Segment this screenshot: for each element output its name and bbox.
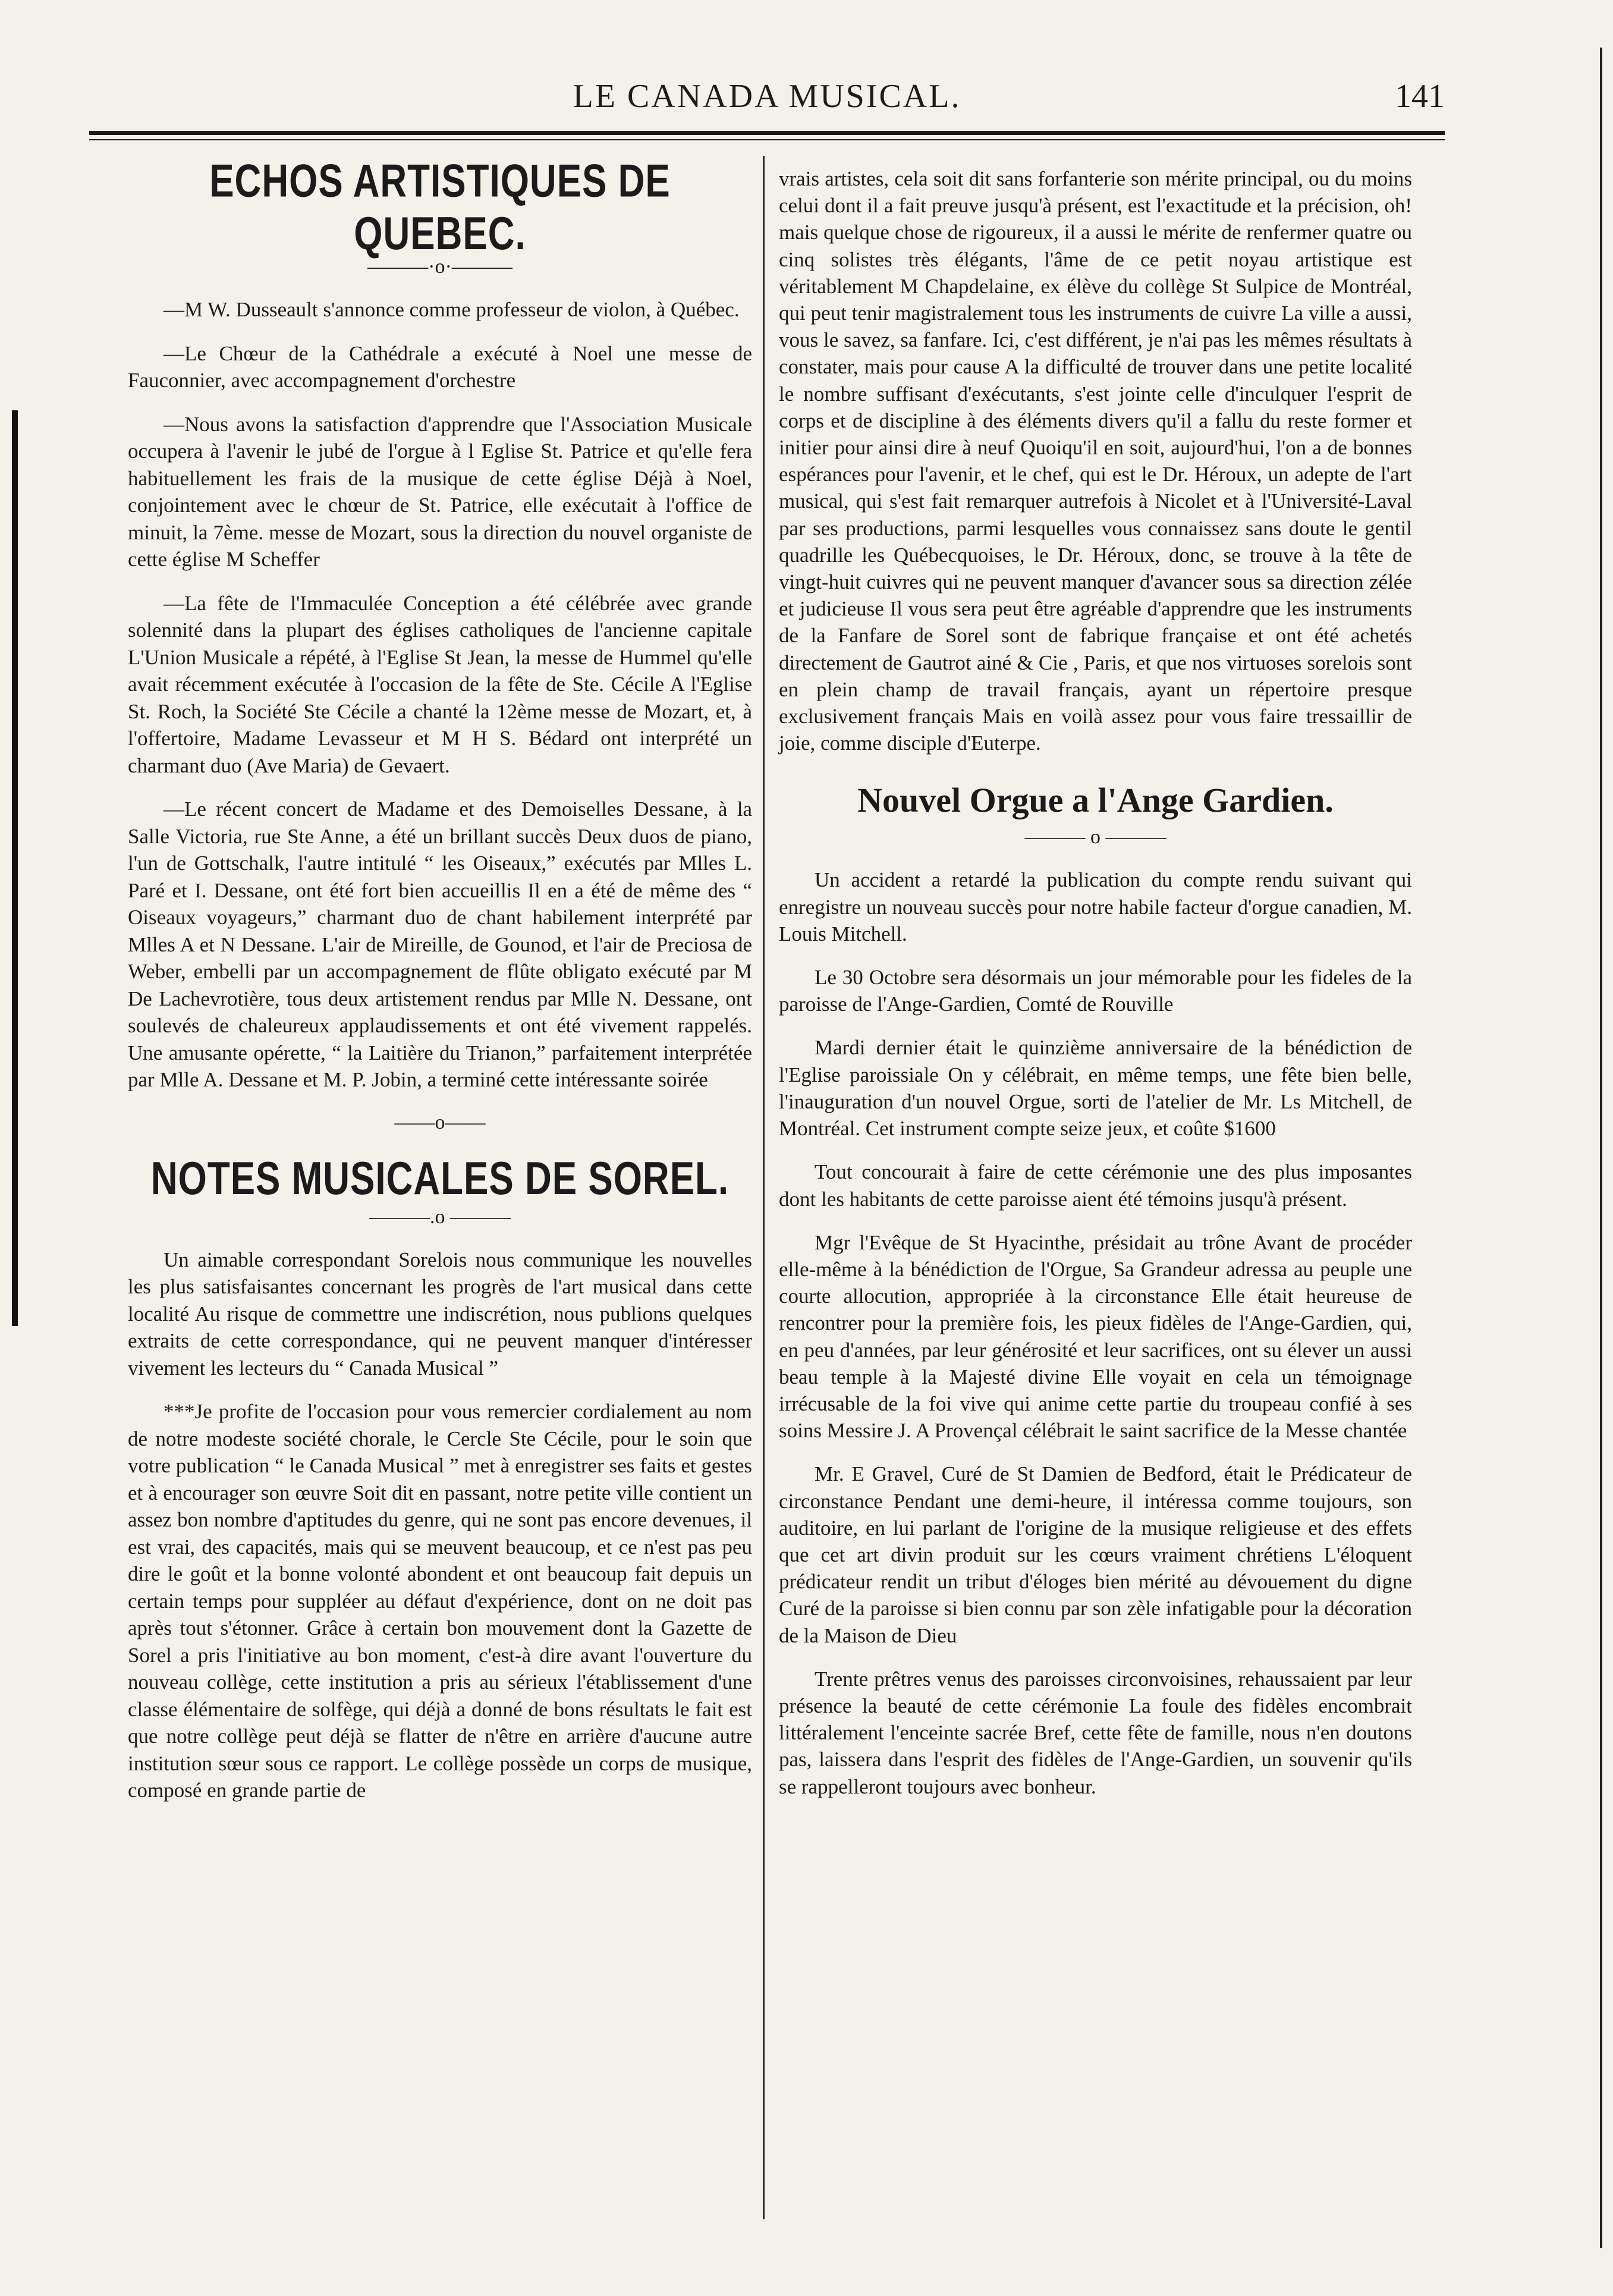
- section-heading-quebec: ECHOS ARTISTIQUES DE QUEBEC.: [209, 155, 671, 260]
- header-rule-thick: [89, 131, 1445, 135]
- page-number: 141: [1395, 78, 1445, 115]
- edge-scan-mark: [1600, 48, 1602, 2248]
- paragraph: Un accident a retardé la publication du compte rendu suivant qui enregistre un nouveau succès pour notre habile facteur d'orgue canadien, M. Louis Mitchell.: [779, 868, 1412, 946]
- ornament: ———·o·———: [367, 256, 512, 278]
- paragraph: —Nous avons la satisfaction d'apprendre que l'Association Musicale occupera à l'avenir le jubé de l'orgue à l Eglise St. Patrice et qu'elle fera habituellement les frais de la musique de cette église Déjà à Noel, conjointement avec le chœur de St. Patrice, elle exécutait à l'office de minuit, la 7ème. messe de Mozart, sous la direction du nouvel organiste de cette église M Scheffer: [128, 412, 752, 571]
- paragraph: —La fête de l'Immaculée Conception a été célébrée avec grande solennité dans la plupart des églises catholiques de l'ancienne capitale L'Union Musicale a répété, à l'Eglise St Jean, la messe de Hummel qu'elle avait récemment exécutée à l'occasion de la fête de Ste. Cécile A l'Eglise St. Roch, la Société Ste Cécile a chanté la 12ème messe de Mozart, et, à l'offertoire, Madame Levasseur et M H S. Bédard ont interprété un charmant duo (Ave Maria) de Gevaert.: [128, 591, 752, 777]
- margin-scan-mark: [12, 410, 18, 1326]
- paragraph: —M W. Dusseault s'annonce comme professeur de violon, à Québec.: [163, 298, 740, 321]
- column-divider: [763, 156, 765, 2219]
- paragraph: Mgr l'Evêque de St Hyacinthe, présidait au trône Avant de procéder elle-même à la bénédiction de l'Orgue, Sa Grandeur adressa au peuple une courte allocution, appropriée à la circonstance Elle était heureuse de rencontrer pour la première fois, les pieux fidèles de l'Ange-Gardien, qui, en peu d'années, par leur générosité et leur sacrifices, ont su élever un aussi beau temple à la Majesté divine Elle voyait en cela un témoignage irrécusable de la foi vive qui anime cette partie du troupeau confié à ses soins Messire J. A Provençal célébrait le saint sacrifice de la Messe chantée: [779, 1230, 1412, 1443]
- section-separator: ——o——: [394, 1111, 486, 1133]
- paragraph: Un aimable correspondant Sorelois nous communique les nouvelles les plus satisfaisantes concernant les progrès de l'art musical dans cette localité Au risque de commettre une indiscrétion, nous publions quelques extraits de cette correspondance, qui ne peuvent manquer d'intéresser vivement les lecteurs du “ Canada Musical ”: [128, 1248, 752, 1380]
- running-header: [89, 77, 1445, 125]
- ornament: ———.o ———: [369, 1205, 511, 1228]
- continued-paragraph: vrais artistes, cela soit dit sans forfanterie son mérite principal, ou du moins celui dont il a fait preuve jusqu'à présent, est l'exactitude et la précision, oh! mais quelque chose de rigoureux, il a aussi le mérite de renfermer quatre ou cinq solistes très élégants, l'âme de ce petit noyau artistique est véritablement M Chapdelaine, ex élève du collège St Sulpice de Montréal, qui peut tenir magistralement tous les instruments de cuivre La ville a aussi, vous le savez, sa fanfare. Ici, c'est différent, je n'ai pas les mêmes résultats à constater, mais pour cause A la difficulté de trouver dans une petite localité le nombre suffisant d'exécutants, s'est jointe celle d'inculquer l'esprit de corps et de discipline à des éléments divers qu'il a fallu du reste former et initier pour ainsi dire à neuf Quoiqu'il en soit, aujourd'hui, l'on a de bonnes espérances pour l'avenir, et le chef, qui est le Dr. Héroux, un adepte de l'art musical, qui s'est fait remarquer autrefois à Nicolet et à l'Université-Laval par ses productions, parmi lesquelles vous connaissez sans doute le gentil quadrille les Québecquoises, le Dr. Héroux, donc, se trouve à la tête de vingt-huit cuivres qui ne peuvent manquer d'avancer sous sa direction zélée et judicieuse Il vous sera peut être agréable d'apprendre que les instruments de la Fanfare de Sorel sont de fabrique française et ont été achetés directement de Gautrot ainé & Cie , Paris, et que nos virtuoses sorelois sont en plein champ de travail français, ayant un répertoire presque exclusivement français Mais en voilà assez pour vous faire tressaillir de joie, comme disciple d'Euterpe.: [779, 167, 1412, 755]
- paragraph: Mardi dernier était le quinzième anniversaire de la bénédiction de l'Eglise paroissiale On y célébrait, en même temps, une fête bien belle, l'inauguration d'un nouvel Orgue, sorti de l'atelier de Mr. Ls Mitchell, de Montréal. Cet instrument compte seize jeux, et coûte $1600: [779, 1036, 1412, 1141]
- paragraph: Trente prêtres venus des paroisses circonvoisines, rehaussaient par leur présence la beauté de cette cérémonie La foule des fidèles encombrait littéralement l'enceinte sacrée Bref, cette fête de famille, nous n'en doutons pas, laissera dans l'esprit des fidèles de l'Ange-Gardien, un souvenir qu'ils se rappelleront toujours avec bonheur.: [779, 1667, 1412, 1798]
- paragraph: —Le récent concert de Madame et des Demoiselles Dessane, à la Salle Victoria, rue Ste Anne, a été un brillant succès Deux duos de piano, l'un de Gottschalk, l'autre intitulé “ les Oiseaux,” exécutés par Mlles L. Paré et I. Dessane, ont été fort bien accueillis Il en a été de même des “ Oiseaux voyageurs,” charmant duo de chant habilement interprété par Mlles A et N Dessane. L'air de Mireille, de Gounod, et l'air de Preciosa de Weber, embelli par un accompagnement de flûte obligato exécuté par M De Lachevrotière, tous deux artistement rendus par Mlle N. Dessane, ont soulevés de chaleureux applaudissements et ont été vivement rappelés. Une amusante opérette, “ la Laitière du Trianon,” parfaitement interprétée par Mlle A. Dessane et M. P. Jobin, a terminé cette intéressante soirée: [128, 797, 752, 1091]
- paragraph: Le 30 Octobre sera désormais un jour mémorable pour les fideles de la paroisse de l'Ange-Gardien, Comté de Rouville: [779, 966, 1412, 1016]
- header-rule-thin: [89, 139, 1445, 140]
- left-column: [128, 153, 752, 1821]
- paragraph: Mr. E Gravel, Curé de St Damien de Bedford, était le Prédicateur de circonstance Pendant une demi-heure, il intéressa comme toujours, son auditoire, en lui parlant de l'origine de la musique religieuse et des effets que cet art divin produit sur les cœurs vraiment chrétiens L'éloquent prédicateur rendit un tribut d'éloges bien mérité au dévouement du digne Curé de la paroisse si bien connu par son zèle infatigable pour la décoration de la Maison de Dieu: [779, 1462, 1412, 1647]
- right-column: [779, 153, 1412, 1817]
- paragraph: —Le Chœur de la Cathédrale a exécuté à Noel une messe de Fauconnier, avec accompagnement d'orchestre: [128, 341, 752, 392]
- section-heading-sorel: NOTES MUSICALES DE SOREL.: [150, 1152, 730, 1205]
- section-heading-ange-gardien: Nouvel Orgue a l'Ange Gardien.: [857, 781, 1334, 820]
- paragraph: Tout concourait à faire de cette cérémonie une des plus imposantes dont les habitants de cette paroisse aient été témoins jusqu'à présent.: [779, 1160, 1412, 1211]
- paragraph: ***Je profite de l'occasion pour vous remercier cordialement au nom de notre modeste société chorale, le Cercle Ste Cécile, pour le soin que votre publication “ le Canada Musical ” met à enregistrer ses faits et gestes et à encourager son œuvre Soit dit en passant, notre petite ville contient un assez bon nombre d'aptitudes du genre, qui ne sont pas encore devenues, il est vrai, des capacités, mais qui se meuvent beaucoup, et ce n'est pas peu dire le goût et la bonne volonté abondent et ont beaucoup fait depuis un certain temps pour suppléer au défaut d'expérience, dont on ne doit pas après tout s'étonner. Grâce à certain bon mouvement dont la Gazette de Sorel a pris l'initiative au bon moment, c'est-à dire avant l'ouverture du nouveau collège, cette institution a pris au sérieux l'établissement d'une classe élémentaire de solfège, qui déjà a donné de bons résultats le fait est que notre collège peut déjà se flatter de n'être en arrière d'aucune autre institution sœur sous ce rapport. Le collège possède un corps de musique, composé en grande partie de: [128, 1400, 752, 1802]
- journal-title: LE CANADA MUSICAL.: [573, 78, 961, 115]
- ornament: ——— o ———: [1024, 826, 1166, 849]
